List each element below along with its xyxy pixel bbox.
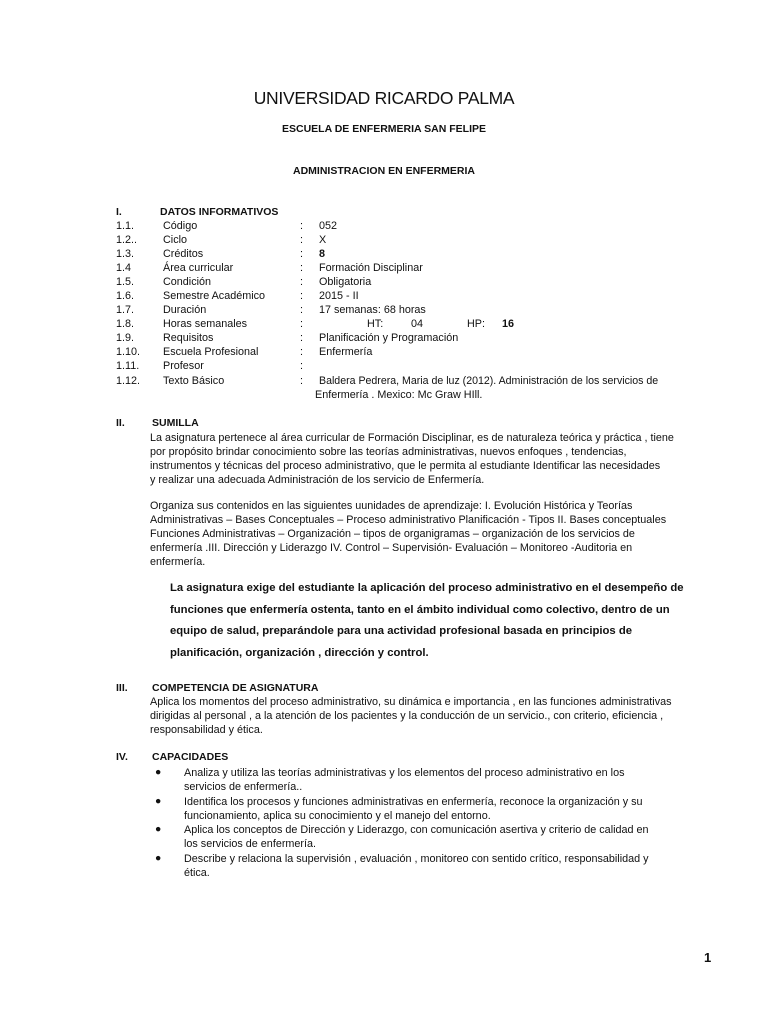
paragraph-line: planificación, organización , dirección y control. (170, 646, 429, 659)
datos-row-colon: : (300, 290, 303, 302)
datos-row-label: Condición (163, 276, 212, 288)
paragraph-line: Administrativas – Bases Conceptuales – Proceso administrativo Planificación - Tipos II. Bases conceptuales (150, 514, 667, 526)
datos-row-value: 052 (319, 220, 338, 232)
sumilla-paragraph-1 (150, 431, 674, 487)
datos-row-value: Baldera Pedrera, Maria de luz (2012). Administración de los servicios de (319, 375, 659, 387)
paragraph-line: Aplica los momentos del proceso administrativo, su dinámica e importancia , en las funciones administrativas (150, 696, 672, 708)
datos-row (0, 248, 768, 262)
datos-row-num: 1.7. (116, 304, 135, 316)
texto-basico-continuation: Enfermería . Mexico: Mc Graw HIll. (315, 389, 483, 401)
datos-row-value: Obligatoria (319, 276, 372, 288)
paragraph-line: Funciones Administrativas – Organización – tipos de organigramas – organización de los servicios de (150, 528, 635, 540)
list-item (184, 766, 654, 794)
list-item-line: servicios de enfermería.. (184, 781, 303, 793)
datos-row-num: 1.4 (116, 262, 132, 274)
ht-value: 04 (411, 318, 424, 330)
paragraph-line: responsabilidad y ética. (150, 724, 263, 736)
course-title: ADMINISTRACION EN ENFERMERIA (292, 165, 475, 177)
list-item-line: Identifica los procesos y funciones administrativas en enfermería, reconoce la organización y su (184, 796, 643, 808)
paragraph-line: instrumentos y técnicas del proceso administrativo, que le permita al estudiante Identificar las necesidades (150, 460, 661, 472)
datos-row-colon: : (300, 346, 303, 358)
datos-row-label: Ciclo (163, 234, 187, 246)
datos-row (0, 234, 768, 248)
sumilla-paragraph-3 (170, 578, 684, 664)
paragraph-line: La asignatura exige del estudiante la aplicación del proceso administrativo en el desempeño de (170, 582, 684, 594)
datos-row-colon: : (300, 375, 303, 387)
section-4-number: IV. (116, 751, 128, 763)
datos-row (0, 360, 768, 374)
section-1-number: I. (116, 206, 122, 218)
datos-row-colon: : (300, 248, 303, 260)
datos-row-value: Formación Disciplinar (319, 262, 423, 274)
section-2-title: SUMILLA (152, 417, 199, 429)
datos-row-num: 1.6. (116, 290, 135, 302)
datos-row-label: Área curricular (163, 262, 234, 274)
datos-row-colon: : (300, 262, 303, 274)
datos-row-label: Semestre Académico (163, 290, 266, 302)
bullet-icon: ● (155, 766, 162, 778)
datos-row-num: 1.11. (116, 360, 140, 372)
section-4-title: CAPACIDADES (152, 751, 229, 763)
datos-row-num: 1.10. (116, 346, 141, 358)
datos-row (0, 346, 768, 360)
page-number: 1 (704, 950, 712, 965)
datos-row (0, 220, 768, 234)
datos-row (0, 318, 768, 332)
section-3-number: III. (116, 682, 128, 694)
datos-row-label: Texto Básico (163, 375, 225, 387)
section-2-number: II. (116, 417, 125, 429)
texto-basico-continuation-row (0, 389, 768, 403)
paragraph-line: enfermería. (150, 556, 206, 568)
datos-row-label: Escuela Profesional (163, 346, 259, 358)
datos-row (0, 262, 768, 276)
datos-row-num: 1.1. (116, 220, 135, 232)
bullet-icon: ● (155, 823, 162, 835)
datos-row (0, 290, 768, 304)
paragraph-line: dirigidas al personal , a la atención de los pacientes y la conducción de un servicio., con criterio, eficiencia , (150, 710, 664, 722)
datos-row (0, 304, 768, 318)
datos-row-colon: : (300, 360, 303, 372)
datos-row-value: Enfermería (319, 346, 373, 358)
datos-row (0, 375, 768, 389)
datos-row-num: 1.2.. (116, 234, 138, 246)
datos-row-colon: : (300, 318, 303, 330)
paragraph-line: y realizar una adecuada Administración de los servicio de Enfermería. (150, 474, 485, 486)
list-item-line: funcionamiento, aplica su conocimiento y el manejo del entorno. (184, 810, 491, 822)
datos-row-value: Planificación y Programación (319, 332, 459, 344)
list-item (184, 795, 654, 823)
list-item (184, 852, 654, 880)
list-item-line: ética. (184, 867, 210, 879)
datos-row-label: Profesor (163, 360, 204, 372)
competencia-paragraph (150, 695, 672, 737)
list-item (184, 823, 654, 851)
datos-row-num: 1.3. (116, 248, 135, 260)
list-item-line: Analiza y utiliza las teorías administrativas y los elementos del proceso administrativo en los (184, 767, 625, 779)
list-item-line: Describe y relaciona la supervisión , evaluación , monitoreo con sentido crítico, responsabilidad y (184, 853, 649, 865)
hp-label: HP: (467, 318, 485, 330)
datos-row-colon: : (300, 304, 303, 316)
datos-row (0, 276, 768, 290)
datos-row-label: Código (163, 220, 198, 232)
datos-row-value: X (319, 234, 327, 246)
datos-row-value: 8 (319, 248, 326, 260)
bullet-icon: ● (155, 852, 162, 864)
datos-row-num: 1.9. (116, 332, 135, 344)
paragraph-line: equipo de salud, preparándole para una actividad profesional basada en principios de (170, 625, 633, 637)
paragraph-line: La asignatura pertenece al área curricular de Formación Disciplinar, es de naturaleza teórica y práctica , tiene (150, 432, 674, 444)
datos-row-value: 2015 - II (319, 290, 359, 302)
sumilla-paragraph-2 (150, 499, 667, 569)
bullet-icon: ● (155, 795, 162, 807)
list-item-line: Aplica los conceptos de Dirección y Liderazgo, con comunicación asertiva y criterio de calidad en (184, 824, 649, 836)
paragraph-line: por propósito brindar conocimiento sobre las teorías administrativas, nuevos enfoques , tendencias, (150, 446, 627, 458)
datos-row-colon: : (300, 276, 303, 288)
section-3-title: COMPETENCIA DE ASIGNATURA (152, 682, 319, 694)
datos-row-label: Horas semanales (163, 318, 248, 330)
datos-row-value: 17 semanas: 68 horas (319, 304, 426, 316)
datos-row-colon: : (300, 234, 303, 246)
paragraph-line: funciones que enfermería ostenta, tanto en el ámbito individual como colectivo, dentro de un (170, 603, 670, 616)
datos-row-num: 1.5. (116, 276, 135, 288)
datos-row-colon: : (300, 332, 303, 344)
paragraph-line: enfermería .III. Dirección y Liderazgo IV. Control – Supervisión- Evaluación – Monitoreo -Auditoria en (150, 542, 633, 554)
university-title: UNIVERSIDAD RICARDO PALMA (253, 88, 515, 108)
list-item-line: los servicios de enfermería. (184, 838, 317, 850)
datos-row-num: 1.8. (116, 318, 135, 330)
hp-value: 16 (502, 318, 515, 330)
ht-label: HT: (367, 318, 384, 330)
datos-row-num: 1.12. (116, 375, 141, 387)
datos-row-label: Requisitos (163, 332, 214, 344)
datos-row-label: Créditos (163, 248, 204, 260)
paragraph-line: Organiza sus contenidos en las siguientes uunidades de aprendizaje: I. Evolución Histórica y Teorías (150, 500, 633, 512)
datos-row (0, 332, 768, 346)
datos-row-colon: : (300, 220, 303, 232)
school-name: ESCUELA DE ENFERMERIA SAN FELIPE (282, 123, 486, 135)
section-1-title: DATOS INFORMATIVOS (160, 206, 279, 218)
datos-row-label: Duración (163, 304, 207, 316)
